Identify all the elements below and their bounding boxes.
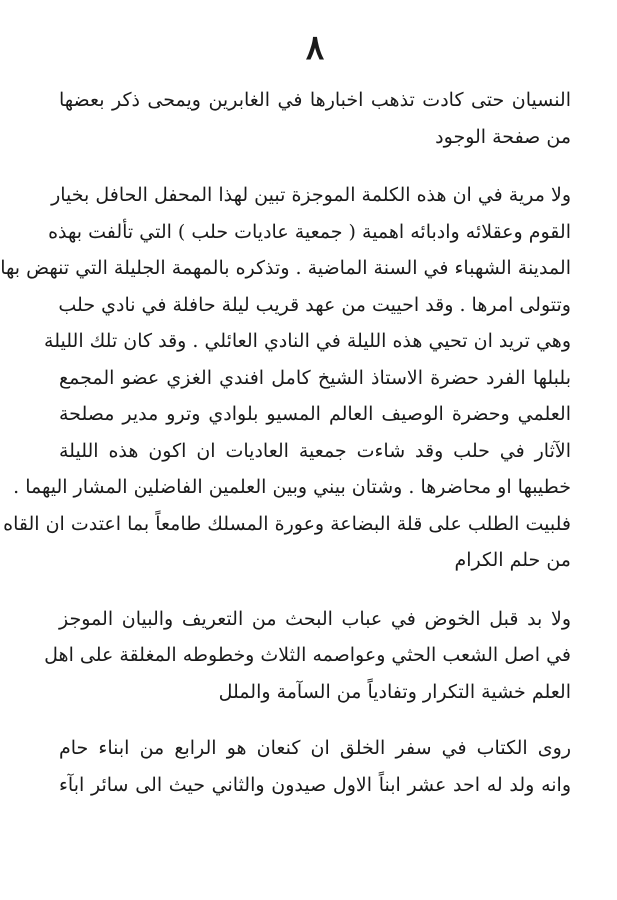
text-line: من صفحة الوجود bbox=[435, 125, 571, 148]
text-line: بلبلها الفرد حضرة الاستاذ الشيخ كامل افندي الغزي عضو المجمع bbox=[59, 366, 571, 389]
paragraph-3 bbox=[44, 601, 571, 711]
paragraph-4 bbox=[59, 730, 571, 803]
text-line: ولا بد قبل الخوض في عباب البحث من التعريف والبيان الموجز bbox=[59, 607, 571, 630]
text-line: خطيبها او محاضرها . وشتان بيني وبين العلمين الفاضلين المشار اليهما . bbox=[13, 476, 571, 498]
text-line: وتتولى امرها . وقد احييت من عهد قريب ليلة حافلة في نادي حلب bbox=[58, 293, 571, 316]
text-line: من حلم الكرام bbox=[454, 549, 571, 571]
text-line: وانه ولد له احد عشر ابناً الاول صيدون والثاني حيث الى سائر ابآء bbox=[59, 773, 571, 796]
text-line: المدينة الشهباء في السنة الماضية . وتذكره بالمهمة الجليلة التي تنهض بها bbox=[0, 257, 571, 279]
text-line: الآثار في حلب وقد شاءت جمعية العاديات ان اكون هذه الليلة bbox=[59, 439, 571, 462]
text-line: في اصل الشعب الحثي وعواصمه الثلاث وخطوطه المغلقة على اهل bbox=[44, 644, 571, 666]
text-line: العلم خشية التكرار وتفادياً من السآمة والملل bbox=[218, 680, 571, 703]
text-line: ولا مرية في ان هذه الكلمة الموجزة تبين لهذا المحفل الحافل بخيار bbox=[51, 184, 571, 206]
page-number: ٨ bbox=[305, 28, 325, 68]
text-line: روى الكتاب في سفر الخلق ان كنعان هو الرابع من ابناء حام bbox=[59, 737, 571, 759]
text-line: القوم وعقلائه وادبائه اهمية ( جمعية عاديات حلب ) التي تألفت بهذه bbox=[48, 220, 571, 243]
text-line: العلمي وحضرة الوصيف العالم المسيو بلوادي وترو مدير مصلحة bbox=[59, 403, 571, 425]
text-line: وهي تريد ان تحيي هذه الليلة في النادي العائلي . وقد كان تلك الليلة bbox=[44, 330, 571, 352]
paragraph-2 bbox=[0, 177, 571, 579]
paragraph-1 bbox=[59, 82, 571, 155]
text-line: فلبيت الطلب على قلة البضاعة وعورة المسلك طامعاً بما اعتدت ان القاه bbox=[3, 512, 571, 535]
text-line: النسيان حتى كادت تذهب اخبارها في الغابرين ويمحى ذكر بعضها bbox=[59, 89, 571, 111]
